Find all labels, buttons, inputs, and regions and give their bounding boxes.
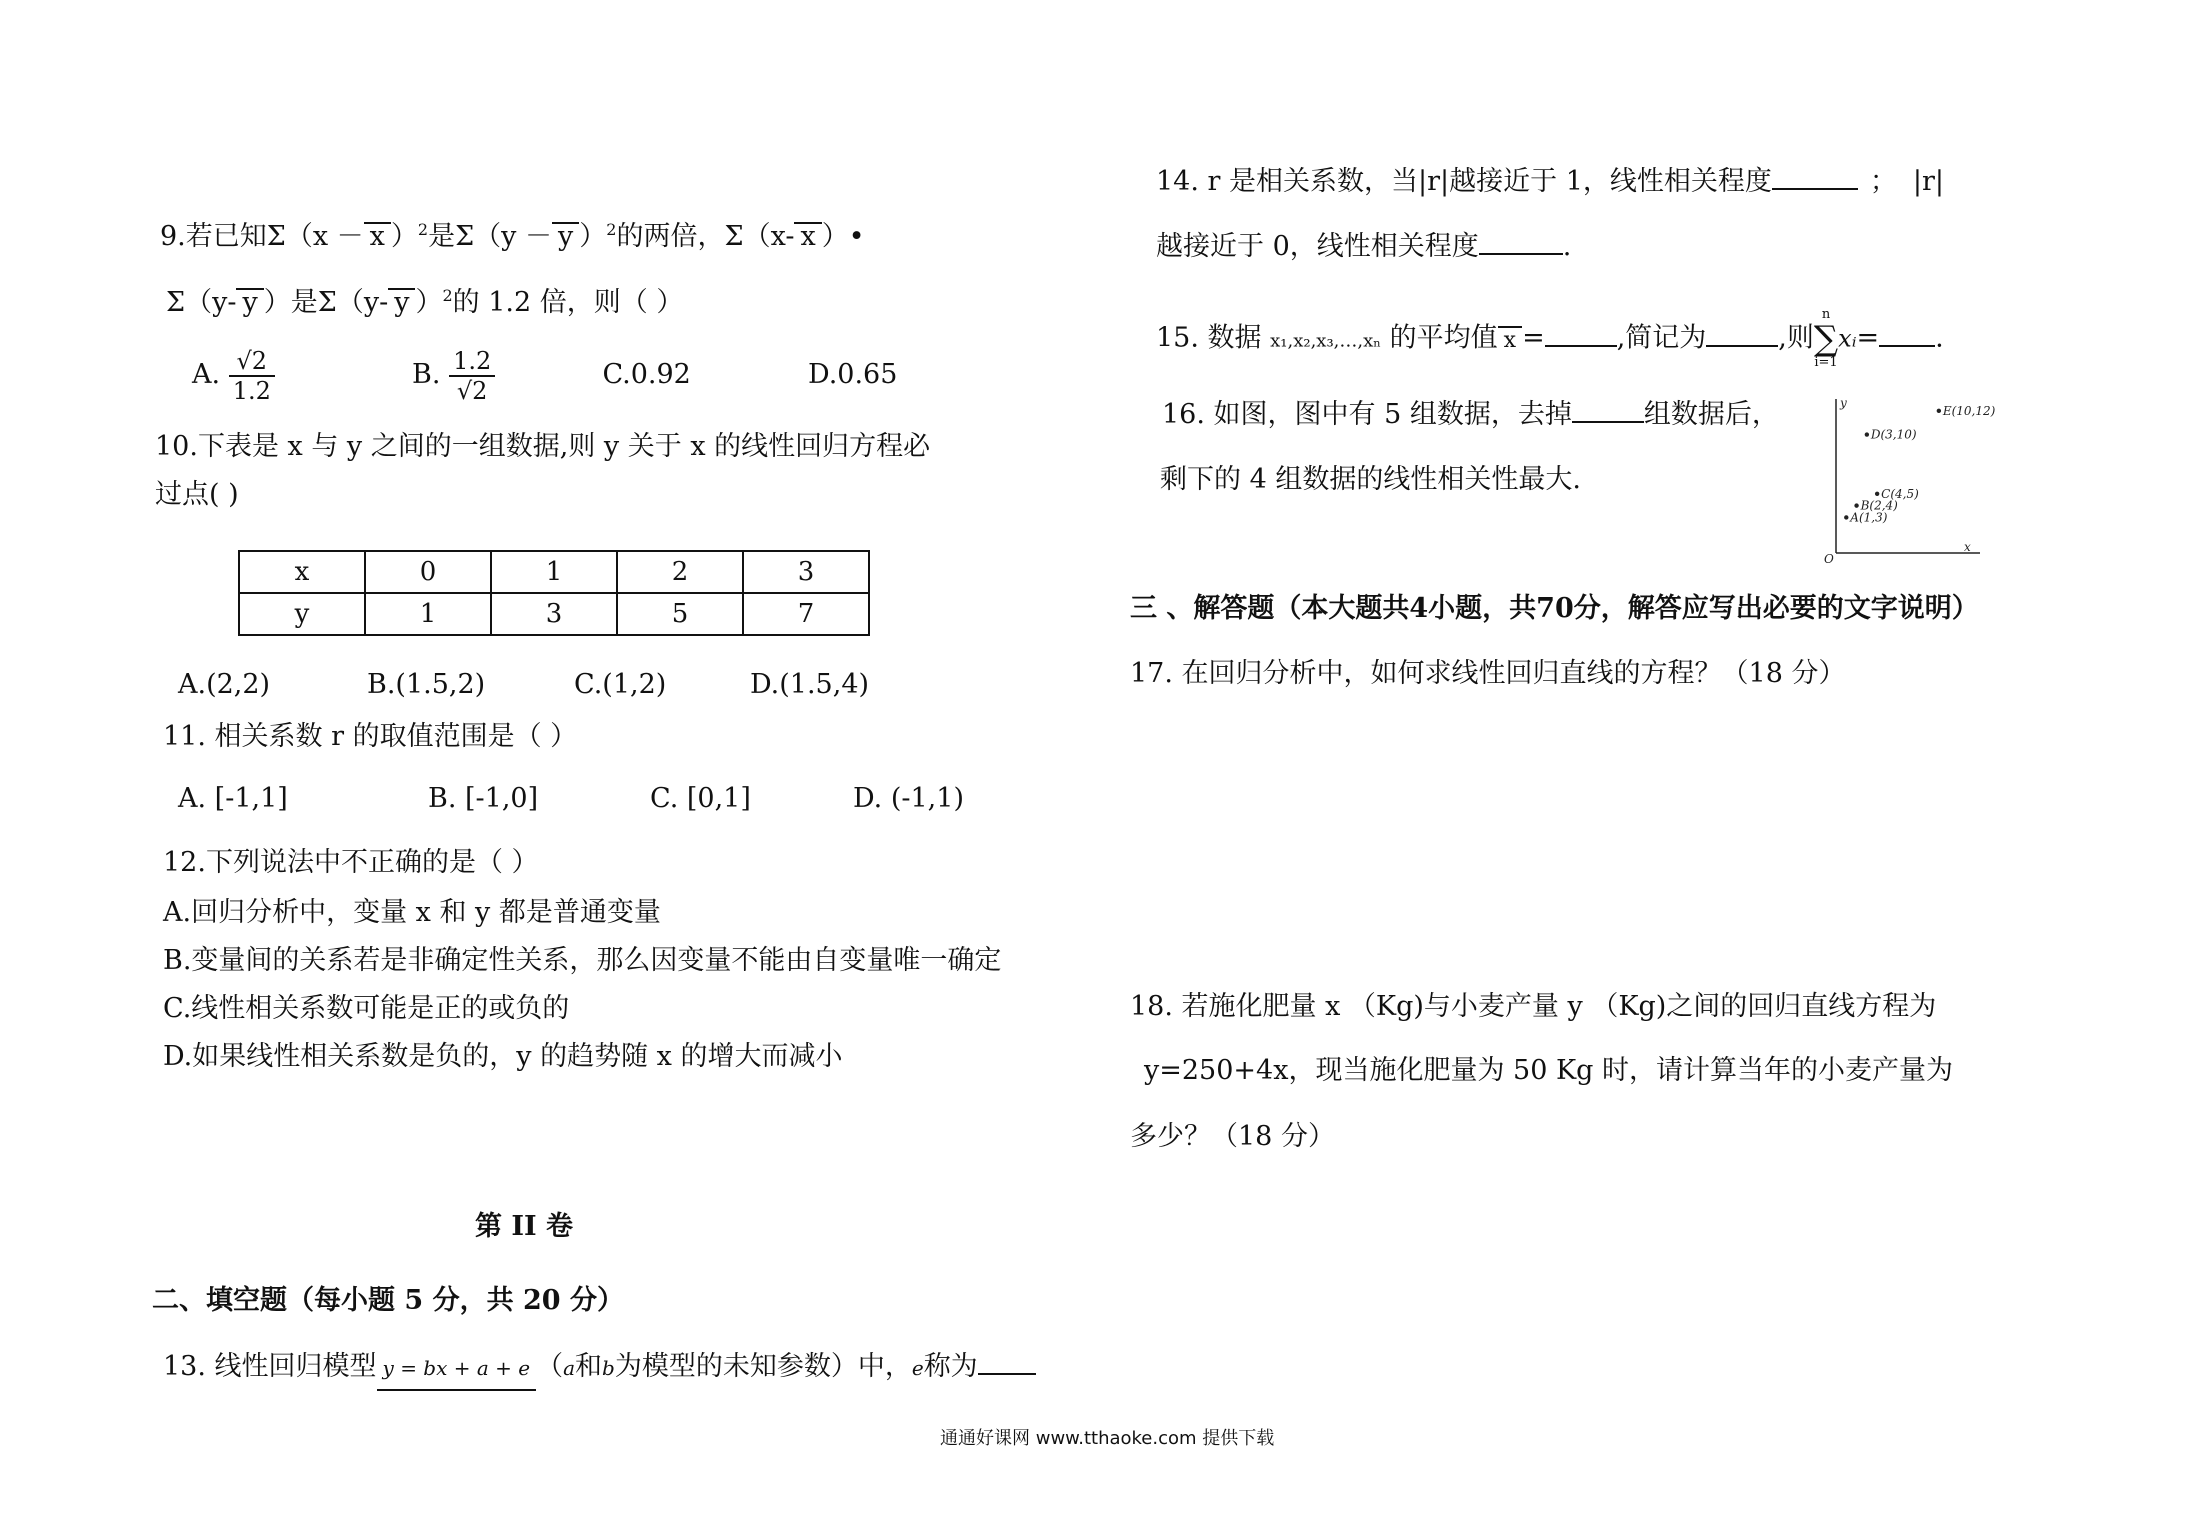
summation-symbol: n ∑ i=1 <box>1813 307 1839 370</box>
answer-blank[interactable] <box>1572 421 1644 423</box>
q14-line2: 越接近于 0，线性相关程度 . <box>1156 231 1572 262</box>
x-bar: x <box>1498 326 1522 354</box>
table-row-x <box>239 551 869 593</box>
scatter-point-label-4: E(10,12) <box>1942 403 1996 418</box>
regression-model-formula: y = bx + a + e <box>377 1351 537 1391</box>
q10-option-c: C.(1,2) <box>574 669 667 700</box>
q12-option-c: C.线性相关系数可能是正的或负的 <box>163 993 570 1024</box>
x-bar: x <box>794 222 821 250</box>
table-cell: 2 <box>617 551 743 593</box>
scatter-point-label-0: A(1,3) <box>1850 510 1888 525</box>
section3-title: 三 、解答题（本大题共4小题，共70分，解答应写出必要的文字说明） <box>1130 593 1979 624</box>
table-cell: y <box>239 593 365 635</box>
origin-label: O <box>1824 552 1834 566</box>
q10-option-a: A.(2,2) <box>178 669 271 700</box>
q11-option-d: D. (-1,1) <box>853 783 964 814</box>
scatter-points <box>1844 404 1996 525</box>
answer-blank[interactable] <box>978 1373 1036 1375</box>
q9-option-c: C.0.92 <box>602 359 691 390</box>
answer-blank[interactable] <box>1706 345 1778 347</box>
q14-line1: 14. r 是相关系数，当|r|越接近于 1，线性相关程度 ； |r| <box>1156 166 1944 197</box>
table-cell: x <box>239 551 365 593</box>
data-series: x₁,x₂,x₃,…,xₙ <box>1270 330 1382 352</box>
q12-option-a: A.回归分析中，变量 x 和 y 都是普通变量 <box>163 897 661 928</box>
q9-option-a: A. $\frac{√2}{1.2}$ <box>192 359 275 390</box>
q18-line2: y=250+4x，现当施化肥量为 50 Kg 时，请计算当年的小麦产量为 <box>1144 1055 1953 1086</box>
q10-option-d: D.(1.5,4) <box>750 669 870 700</box>
q9-line1: 9.若已知Σ（x － x ）$^2$是Σ（y － y ）$^2$的两倍，Σ（x- x ）• <box>160 220 865 252</box>
table-row-y <box>239 593 869 635</box>
y-bar: y <box>552 222 579 250</box>
fraction-sqrt2-over-1.2: $\frac{√2}{1.2}$ <box>229 347 275 405</box>
y-bar: y <box>388 288 415 316</box>
table-cell: 3 <box>743 551 869 593</box>
q9-option-d: D.0.65 <box>808 359 898 390</box>
y-bar: y <box>236 288 263 316</box>
answer-blank[interactable] <box>1879 345 1935 347</box>
scatter-point-3 <box>1865 432 1869 436</box>
scatter-point-label-1: B(2,4) <box>1860 498 1898 513</box>
q12-option-b: B.变量间的关系若是非确定性关系，那么因变量不能由自变量唯一确定 <box>163 945 1002 976</box>
fraction-1.2-over-sqrt2: $\frac{1.2}{√2}$ <box>449 347 495 405</box>
table-cell: 5 <box>617 593 743 635</box>
table-cell: 7 <box>743 593 869 635</box>
table-cell: 1 <box>491 551 617 593</box>
q18-line3: 多少？（18 分） <box>1130 1121 1335 1152</box>
table-cell: 3 <box>491 593 617 635</box>
q11-stem: 11. 相关系数 r 的取值范围是（ ） <box>163 721 578 752</box>
volume-title: 第 II 卷 <box>475 1211 574 1242</box>
y-axis-label: y <box>1840 396 1847 410</box>
section2-title: 二、填空题（每小题 5 分，共 20 分） <box>152 1285 624 1316</box>
x-axis-label: x <box>1964 540 1971 554</box>
q17: 17. 在回归分析中，如何求线性回归直线的方程？（18 分） <box>1130 658 1846 689</box>
q12-option-d: D.如果线性相关系数是负的，y 的趋势随 x 的增大而减小 <box>163 1041 843 1072</box>
scatter-point-4 <box>1937 409 1941 413</box>
q16-line2: 剩下的 4 组数据的线性相关性最大. <box>1160 464 1581 495</box>
answer-blank[interactable] <box>1545 345 1617 347</box>
q9-line2: Σ（y- y ）是Σ（y- y ）$^2$的 1.2 倍，则（ ） <box>166 286 684 318</box>
q13-line: 13. 线性回归模型 y = bx + a + e （a和b为模型的未知参数）中，e称为 <box>163 1350 1036 1391</box>
q15-line: 15. 数据 x₁,x₂,x₃,…,xₙ 的平均值 x = ,简记为 ,则 n ∑ i=1 xᵢ= . <box>1156 307 1944 370</box>
scatter-point-1 <box>1854 503 1858 507</box>
q12-stem: 12.下列说法中不正确的是（ ） <box>163 847 539 878</box>
q10-line1: 10.下表是 x 与 y 之间的一组数据,则 y 关于 x 的线性回归方程必 <box>155 431 931 462</box>
scatter-plot <box>1820 393 1996 566</box>
q16-line1: 16. 如图，图中有 5 组数据，去掉 组数据后， <box>1162 399 1779 430</box>
q18-line1: 18. 若施化肥量 x （Kg)与小麦产量 y （Kg)之间的回归直线方程为 <box>1130 991 1937 1022</box>
scatter-point-0 <box>1844 515 1848 519</box>
q11-option-b: B. [-1,0] <box>428 783 539 814</box>
scatter-point-2 <box>1875 492 1879 496</box>
table-cell: 1 <box>365 593 491 635</box>
q9-option-b: B. $\frac{1.2}{√2}$ <box>412 359 495 390</box>
footer-credit: 通通好课网 www.tthaoke.com 提供下载 <box>940 1428 1275 1449</box>
x-bar: x <box>364 222 391 250</box>
scatter-point-label-3: D(3,10) <box>1870 427 1917 442</box>
table-cell: 0 <box>365 551 491 593</box>
q10-line2: 过点( ) <box>155 479 239 510</box>
scatter-point-label-2: C(4,5) <box>1881 486 1919 501</box>
q11-option-a: A. [-1,1] <box>178 783 288 814</box>
answer-blank[interactable] <box>1772 188 1858 190</box>
q11-option-c: C. [0,1] <box>650 783 751 814</box>
answer-blank[interactable] <box>1479 253 1563 255</box>
q10-data-table <box>238 550 870 636</box>
q10-option-b: B.(1.5,2) <box>367 669 486 700</box>
q9-options <box>192 343 897 407</box>
